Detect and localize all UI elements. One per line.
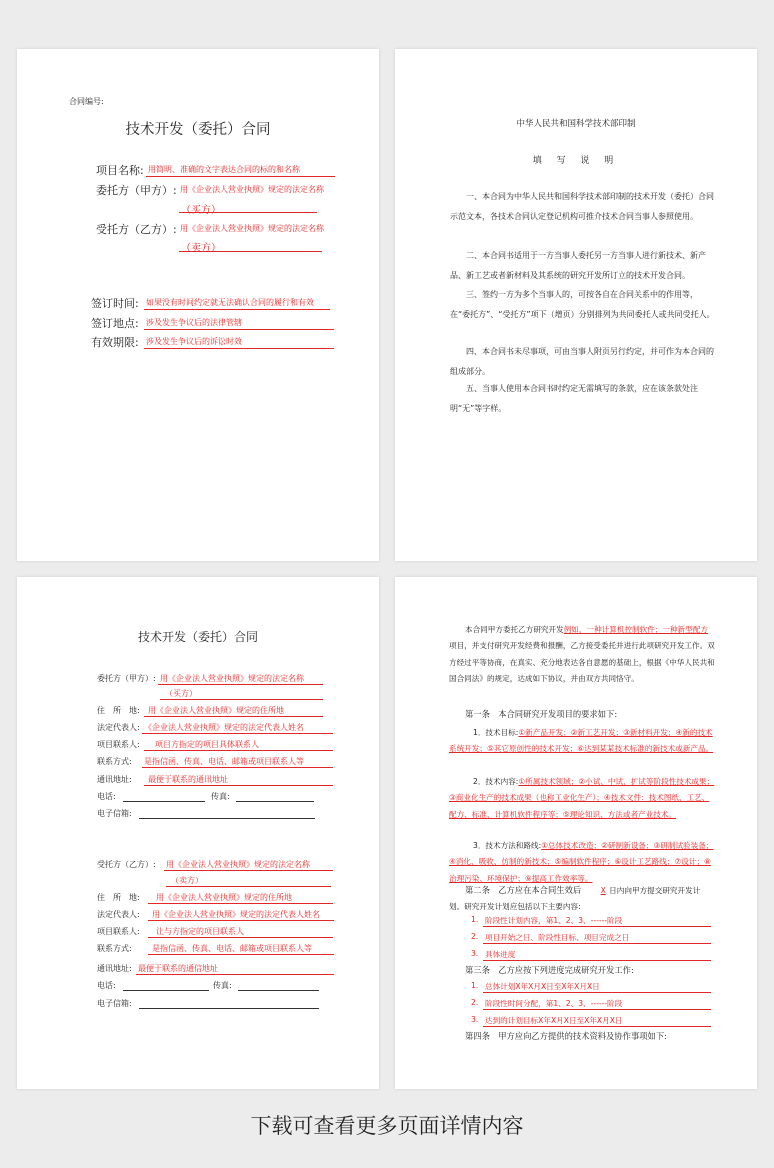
- client-label: 委托方（甲方）:: [97, 674, 156, 683]
- client-address-label: 住 所 地:: [97, 706, 140, 715]
- article-4-heading: 第四条 甲方应向乙方提供的技术资料及协作事项如下:: [465, 1031, 667, 1041]
- sign-place-label: 签订地点:: [91, 317, 139, 330]
- contractor-legal-rep-value: 用《企业法人营业执照》规定的法定代表人姓名: [152, 910, 320, 919]
- contractor-method-label: 联系方式:: [97, 944, 132, 953]
- contractor-legal-rep-label: 法定代表人:: [97, 910, 140, 919]
- client-mail-label: 通讯地址:: [97, 775, 132, 784]
- item-2: [449, 774, 715, 823]
- instructions-title: 填 写 说 明: [532, 156, 620, 166]
- contractor-value: 用《企业法人营业执照》规定的法定名称: [166, 860, 310, 869]
- article-1-heading: 第一条 本合同研究开发项目的要求如下:: [465, 709, 618, 719]
- client-method-label: 联系方式:: [97, 757, 132, 766]
- article-3-item-text: 总体计划X年X月X日至X年X月X日: [485, 982, 600, 991]
- intro-paragraph: [449, 622, 715, 687]
- article-2-item-number: 3.: [471, 949, 479, 958]
- contractor-address-label: 住 所 地:: [97, 893, 140, 902]
- client-phone-label: 电话:: [97, 792, 116, 801]
- client-fax-label: 传真:: [211, 792, 230, 801]
- contract-cover-page: [17, 49, 379, 561]
- contractor-role: （卖方）: [181, 243, 221, 254]
- client-role: （买方）: [165, 689, 197, 698]
- intro-rest: 项目，并支付研究开发经费和报酬，乙方接受委托并进行此项研究开发工作。双方经过平等协商，在真实、充分地表达各自意愿的基础上，根据《中华人民共和国合同法》的规定，达成如下协议，并由双方共同恪守。: [449, 641, 715, 683]
- article-3-item-text: 阶段性时间分配，第1、2、3、------阶段: [485, 999, 623, 1008]
- article-3-item-number: 1.: [471, 981, 479, 990]
- instruction-paragraph: 五、当事人使用本合同书时约定无需填写的条款，应在该条款处注明“无”等字样。: [450, 384, 698, 413]
- contractor-contact-label: 项目联系人:: [97, 927, 140, 936]
- article-2: [449, 882, 715, 916]
- client-value: 用《企业法人营业执照》规定的法定名称: [180, 185, 324, 194]
- contractor-fax-label: 传真:: [213, 981, 232, 990]
- contractor-value: 用《企业法人营业执照》规定的法定名称: [180, 224, 324, 233]
- contractor-address-value: 用《企业法人营业执照》规定的住所地: [156, 893, 292, 902]
- client-label: 委托方（甲方）:: [96, 184, 177, 197]
- item-1-value: ①新产品开发；②新工艺开发；③新材料开发；④新的技术系统开发；⑤其它原创性的技术开发；⑥达到某某技术标准的新技术或新产品。: [449, 728, 714, 754]
- article-2-prefix: 第二条 乙方应在本合同生效后: [465, 885, 582, 895]
- contractor-contact-value: 让与方指定的项目联系人: [156, 927, 244, 936]
- article-3-item-number: 3.: [471, 1015, 479, 1024]
- item-3-value: ①总体技术改造；②研制新设备；③研制试验装备；④消化、吸收、仿制的新技术；⑤编制软件程序；⑥设计工艺路线；⑦设计；⑧治理污染、环境保护；⑨提高工作效率等。: [449, 841, 714, 883]
- article-2-days-blank: X: [600, 886, 606, 895]
- contract-title: 技术开发（委托）合同: [125, 122, 271, 138]
- client-role: （买方）: [181, 205, 221, 216]
- parties-info-page: [17, 577, 379, 1089]
- client-legal-rep-label: 法定代表人:: [97, 723, 140, 732]
- sign-time-value: 如果没有时间约定就无法确认合同的履行和有效: [146, 298, 314, 307]
- contract-title: 技术开发（委托）合同: [137, 630, 258, 644]
- item-3: [449, 838, 715, 887]
- contract-number-label: 合同编号:: [69, 97, 104, 106]
- item-2-value: ①所属技术领域；②小试、中试、扩试等阶段性技术成果；③商业化生产的技术成果（也称工业化生产）；④技术文件：技术图纸、工艺、配方、标准、计算机软件程序等；⑤理论知识、方法或者产业技术。: [449, 777, 715, 819]
- sign-time-label: 签订时间:: [91, 297, 139, 310]
- article-2-item-number: 2.: [471, 932, 479, 941]
- item-3-label: 3．技术方法和路线:: [473, 841, 542, 850]
- valid-period-label: 有效期限:: [91, 336, 139, 349]
- article-2-item-text: 项目开始之日、阶段性目标、项目完成之日: [485, 933, 630, 942]
- publisher-header: 中华人民共和国科学技术部印制: [516, 119, 636, 129]
- client-contact-label: 项目联系人:: [97, 740, 140, 749]
- contractor-label: 受托方（乙方）:: [96, 223, 177, 236]
- client-value: 用《企业法人营业执照》规定的法定名称: [160, 674, 304, 683]
- client-method-value: 是指信函、传真、电话、邮箱或项目联系人等: [144, 757, 304, 766]
- intro-prefix: 本合同甲方委托乙方研究开发: [465, 625, 564, 634]
- contractor-phone-label: 电话:: [97, 981, 116, 990]
- article-2-item-text: 具体进度: [485, 950, 516, 959]
- download-more-footer[interactable]: 下载可查看更多页面详情内容: [250, 1114, 524, 1138]
- article-2-rest: 日内向甲方提交研究开发计划。研究开发计划应包括以下主要内容:: [449, 886, 701, 912]
- project-name-label: 项目名称:: [96, 164, 144, 177]
- contractor-method-value: 是指信函、传真、电话、邮箱或项目联系人等: [152, 944, 312, 953]
- instruction-paragraph: 二、本合同书适用于一方当事人委托另一方当事人进行新技术、新产品、新工艺或者新材料及其系统的研究开发所订立的技术开发合同。: [450, 251, 706, 280]
- contractor-label: 受托方（乙方）:: [97, 860, 156, 869]
- sign-place-value: 涉及发生争议后的法律管辖: [146, 318, 242, 327]
- client-legal-rep-value: 《企业法人营业执照》规定的法定代表人姓名: [144, 723, 304, 732]
- contractor-role: （卖方）: [171, 876, 203, 885]
- valid-period-value: 涉及发生争议后的诉讼时效: [146, 337, 242, 346]
- contractor-mail-value: 最便于联系的通信地址: [138, 964, 218, 973]
- intro-project-example: 例如，一种计算机控制软件；一种新型配方: [563, 625, 708, 634]
- article-3-item-text: 达到的计划目标X年X月X日至X年X月X日: [485, 1016, 623, 1025]
- contractor-mail-label: 通讯地址:: [97, 964, 132, 973]
- project-name-value: 用简明、准确的文字表达合同的标的和名称: [148, 165, 300, 174]
- client-email-label: 电子信箱:: [97, 809, 132, 818]
- instruction-paragraph: 三、签约一方为多个当事人的，可按各自在合同关系中的作用等，在“委托方”、“受托方”项下（增页）分别排列为共同委托人或共同受托人。: [450, 290, 715, 319]
- article-2-item-text: 阶段性计划内容，第1、2、3、------阶段: [485, 916, 623, 925]
- instructions-page: [395, 49, 757, 561]
- client-mail-value: 最便于联系的通讯地址: [148, 775, 228, 784]
- contractor-email-label: 电子信箱:: [97, 999, 132, 1008]
- instruction-paragraph: 四、本合同书未尽事项，可由当事人附页另行约定，并可作为本合同的组成部分。: [450, 347, 714, 376]
- contract-terms-page: [395, 577, 757, 1089]
- article-2-item-number: 1.: [471, 915, 479, 924]
- instruction-paragraph: 一、本合同为中华人民共和国科学技术部印制的技术开发（委托）合同示范文本，各技术合同认定登记机构可推介技术合同当事人参照使用。: [450, 192, 714, 221]
- client-contact-value: 项目方指定的项目具体联系人: [155, 740, 259, 749]
- article-3-heading: 第三条 乙方应按下列进度完成研究开发工作:: [465, 965, 634, 975]
- item-1: [449, 725, 715, 758]
- item-2-label: 2．技术内容:: [473, 777, 519, 786]
- client-address-value: 用《企业法人营业执照》规定的住所地: [148, 706, 284, 715]
- article-3-item-number: 2.: [471, 998, 479, 1007]
- item-1-label: 1．技术目标:: [473, 728, 519, 737]
